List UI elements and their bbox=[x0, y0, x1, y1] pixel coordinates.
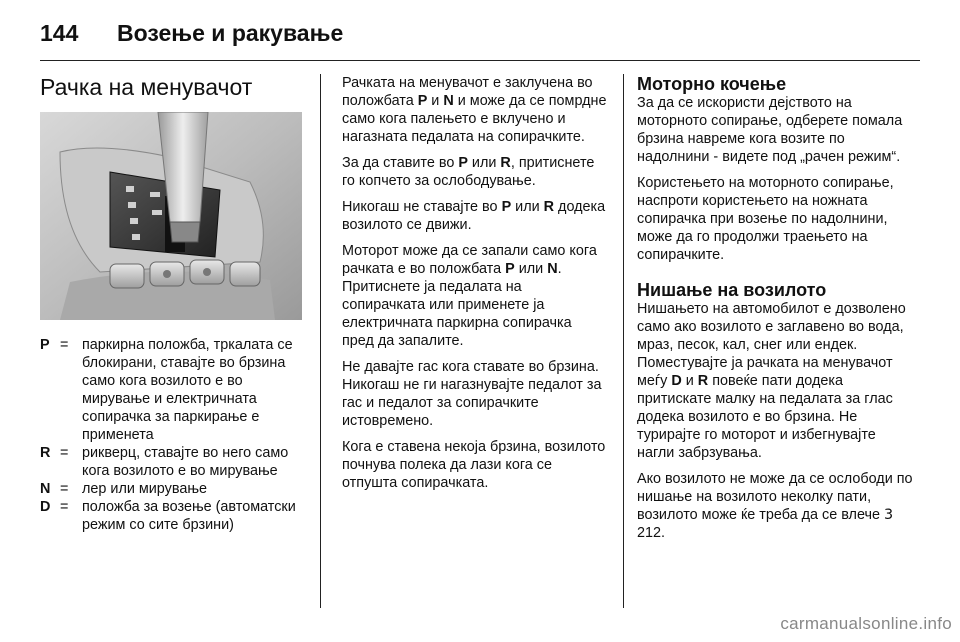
page-header bbox=[40, 14, 920, 54]
text-run: додека возилото се движи. bbox=[342, 199, 606, 233]
paragraph-release bbox=[342, 154, 607, 190]
text-run: и bbox=[681, 373, 698, 389]
page-number: 144 bbox=[40, 20, 79, 46]
paragraph-engine-braking: За да се искористи дејството на моторното сопирање, одберете помала брзина навреме кога возите по надолнини - видете под „рачен режим“. bbox=[637, 95, 903, 165]
gear-letter: N bbox=[547, 261, 558, 277]
definition-row bbox=[40, 480, 305, 498]
position-key: N bbox=[40, 481, 51, 497]
paragraph-towing bbox=[637, 470, 917, 542]
definition-row bbox=[40, 498, 305, 534]
paragraph-throttle: Не давајте гас кога ставате во брзина. Никогаш не ги нагазнувајте педалот за гас и педалот за сопирачките истовремено. bbox=[342, 359, 602, 429]
subheading-rocking: Нишање на возилото bbox=[637, 280, 827, 300]
text-run: Ако возилото не може да се ослободи по нишање на возилото неколку пати, возилото може ќе треба да се влече bbox=[637, 471, 913, 523]
paragraph-lock bbox=[342, 74, 607, 146]
equals-sign: = bbox=[60, 481, 69, 497]
paragraph-creep: Кога е ставена некоја брзина, возилото почнува полека да лази кога се отпушта сопирачката. bbox=[342, 439, 606, 491]
paragraph-engine-braking-2: Користењето на моторното сопирање, наспроти користењето на ножната сопирачка при возење по надолнини, може да го продолжи траењето на сопирачките. bbox=[637, 175, 894, 263]
definition-row bbox=[40, 444, 305, 480]
paragraph-start bbox=[342, 242, 607, 350]
text-run: или bbox=[511, 199, 544, 215]
gear-letter: P bbox=[505, 261, 515, 277]
text-run: повеќе пати додека притискате малку на педалата за глас додека возилото е во брзина. Не турирајте го моторот и избегнувајте нагли забрзувања. bbox=[637, 373, 893, 461]
gear-letter: D bbox=[671, 373, 682, 389]
text-run: или bbox=[467, 155, 501, 171]
chapter-title: Возење и ракување bbox=[117, 20, 344, 46]
gear-letter: P bbox=[501, 199, 512, 215]
text-run: , притиснете го копчето за ослободување. bbox=[342, 155, 595, 189]
equals-sign: = bbox=[60, 337, 69, 353]
gear-letter: R bbox=[500, 155, 511, 171]
position-description: лер или мирување bbox=[82, 481, 208, 497]
paragraph-never bbox=[342, 198, 607, 234]
column-3 bbox=[637, 74, 917, 550]
text-run: или bbox=[514, 261, 548, 277]
header-divider bbox=[40, 60, 920, 61]
gear-letter: N bbox=[443, 93, 454, 109]
gear-selector-photo bbox=[40, 112, 302, 320]
equals-sign: = bbox=[60, 499, 69, 515]
text-run: и bbox=[427, 93, 444, 109]
paragraph-rocking bbox=[637, 300, 917, 462]
position-description: паркирна положба, тркалата се блокирани, ставајте во брзина само кога возилото е во мирување и електричната сопирачка за паркирање е применета bbox=[82, 337, 293, 443]
watermark: carmanualsonline.info bbox=[780, 614, 952, 633]
position-definitions bbox=[40, 336, 305, 534]
subheading-engine-braking: Моторно кочење bbox=[637, 74, 787, 94]
text-run: Нишањето на автомобилот е дозволено само ако возилото е заглавено во вода, мраз, песок, кал, снег или ендек. Поместувајте ја рачката на менувачот меѓу bbox=[637, 301, 906, 389]
page-reference: 212. bbox=[637, 525, 666, 541]
column-1 bbox=[40, 74, 305, 534]
text-run: Моторот може да се запали само кога рачката е во положбата bbox=[342, 243, 597, 277]
definition-row bbox=[40, 336, 305, 444]
column-2 bbox=[342, 74, 607, 500]
text-run: и може да се помрдне само кога палењето е вклучено и нагазната педалата на сопирачките. bbox=[342, 93, 607, 145]
column-divider-1 bbox=[320, 74, 321, 608]
page-reference-icon[interactable]: 3 bbox=[883, 507, 894, 523]
gear-letter: R bbox=[697, 373, 709, 389]
gear-letter: R bbox=[543, 199, 555, 215]
position-key: R bbox=[40, 445, 51, 461]
position-description: положба за возење (автоматски режим со сите брзини) bbox=[82, 499, 296, 533]
text-run: Рачката на менувачот е заклучена во положбата bbox=[342, 75, 593, 109]
section-title: Рачка на менувачот bbox=[40, 74, 253, 100]
position-key: P bbox=[40, 337, 50, 353]
gear-letter: P bbox=[458, 155, 468, 171]
column-divider-2 bbox=[623, 74, 624, 608]
position-key: D bbox=[40, 499, 51, 515]
position-description: рикверц, ставајте во него само кога возилото е во мирување bbox=[82, 445, 289, 479]
text-run: Никогаш не ставајте во bbox=[342, 199, 502, 215]
gear-letter: P bbox=[417, 93, 428, 109]
equals-sign: = bbox=[60, 445, 69, 461]
text-run: За да ставите во bbox=[342, 155, 459, 171]
text-run: . Притиснете ја педалата на сопирачката или применете ја електричната паркирна сопирачка пред да запалите. bbox=[342, 261, 572, 349]
